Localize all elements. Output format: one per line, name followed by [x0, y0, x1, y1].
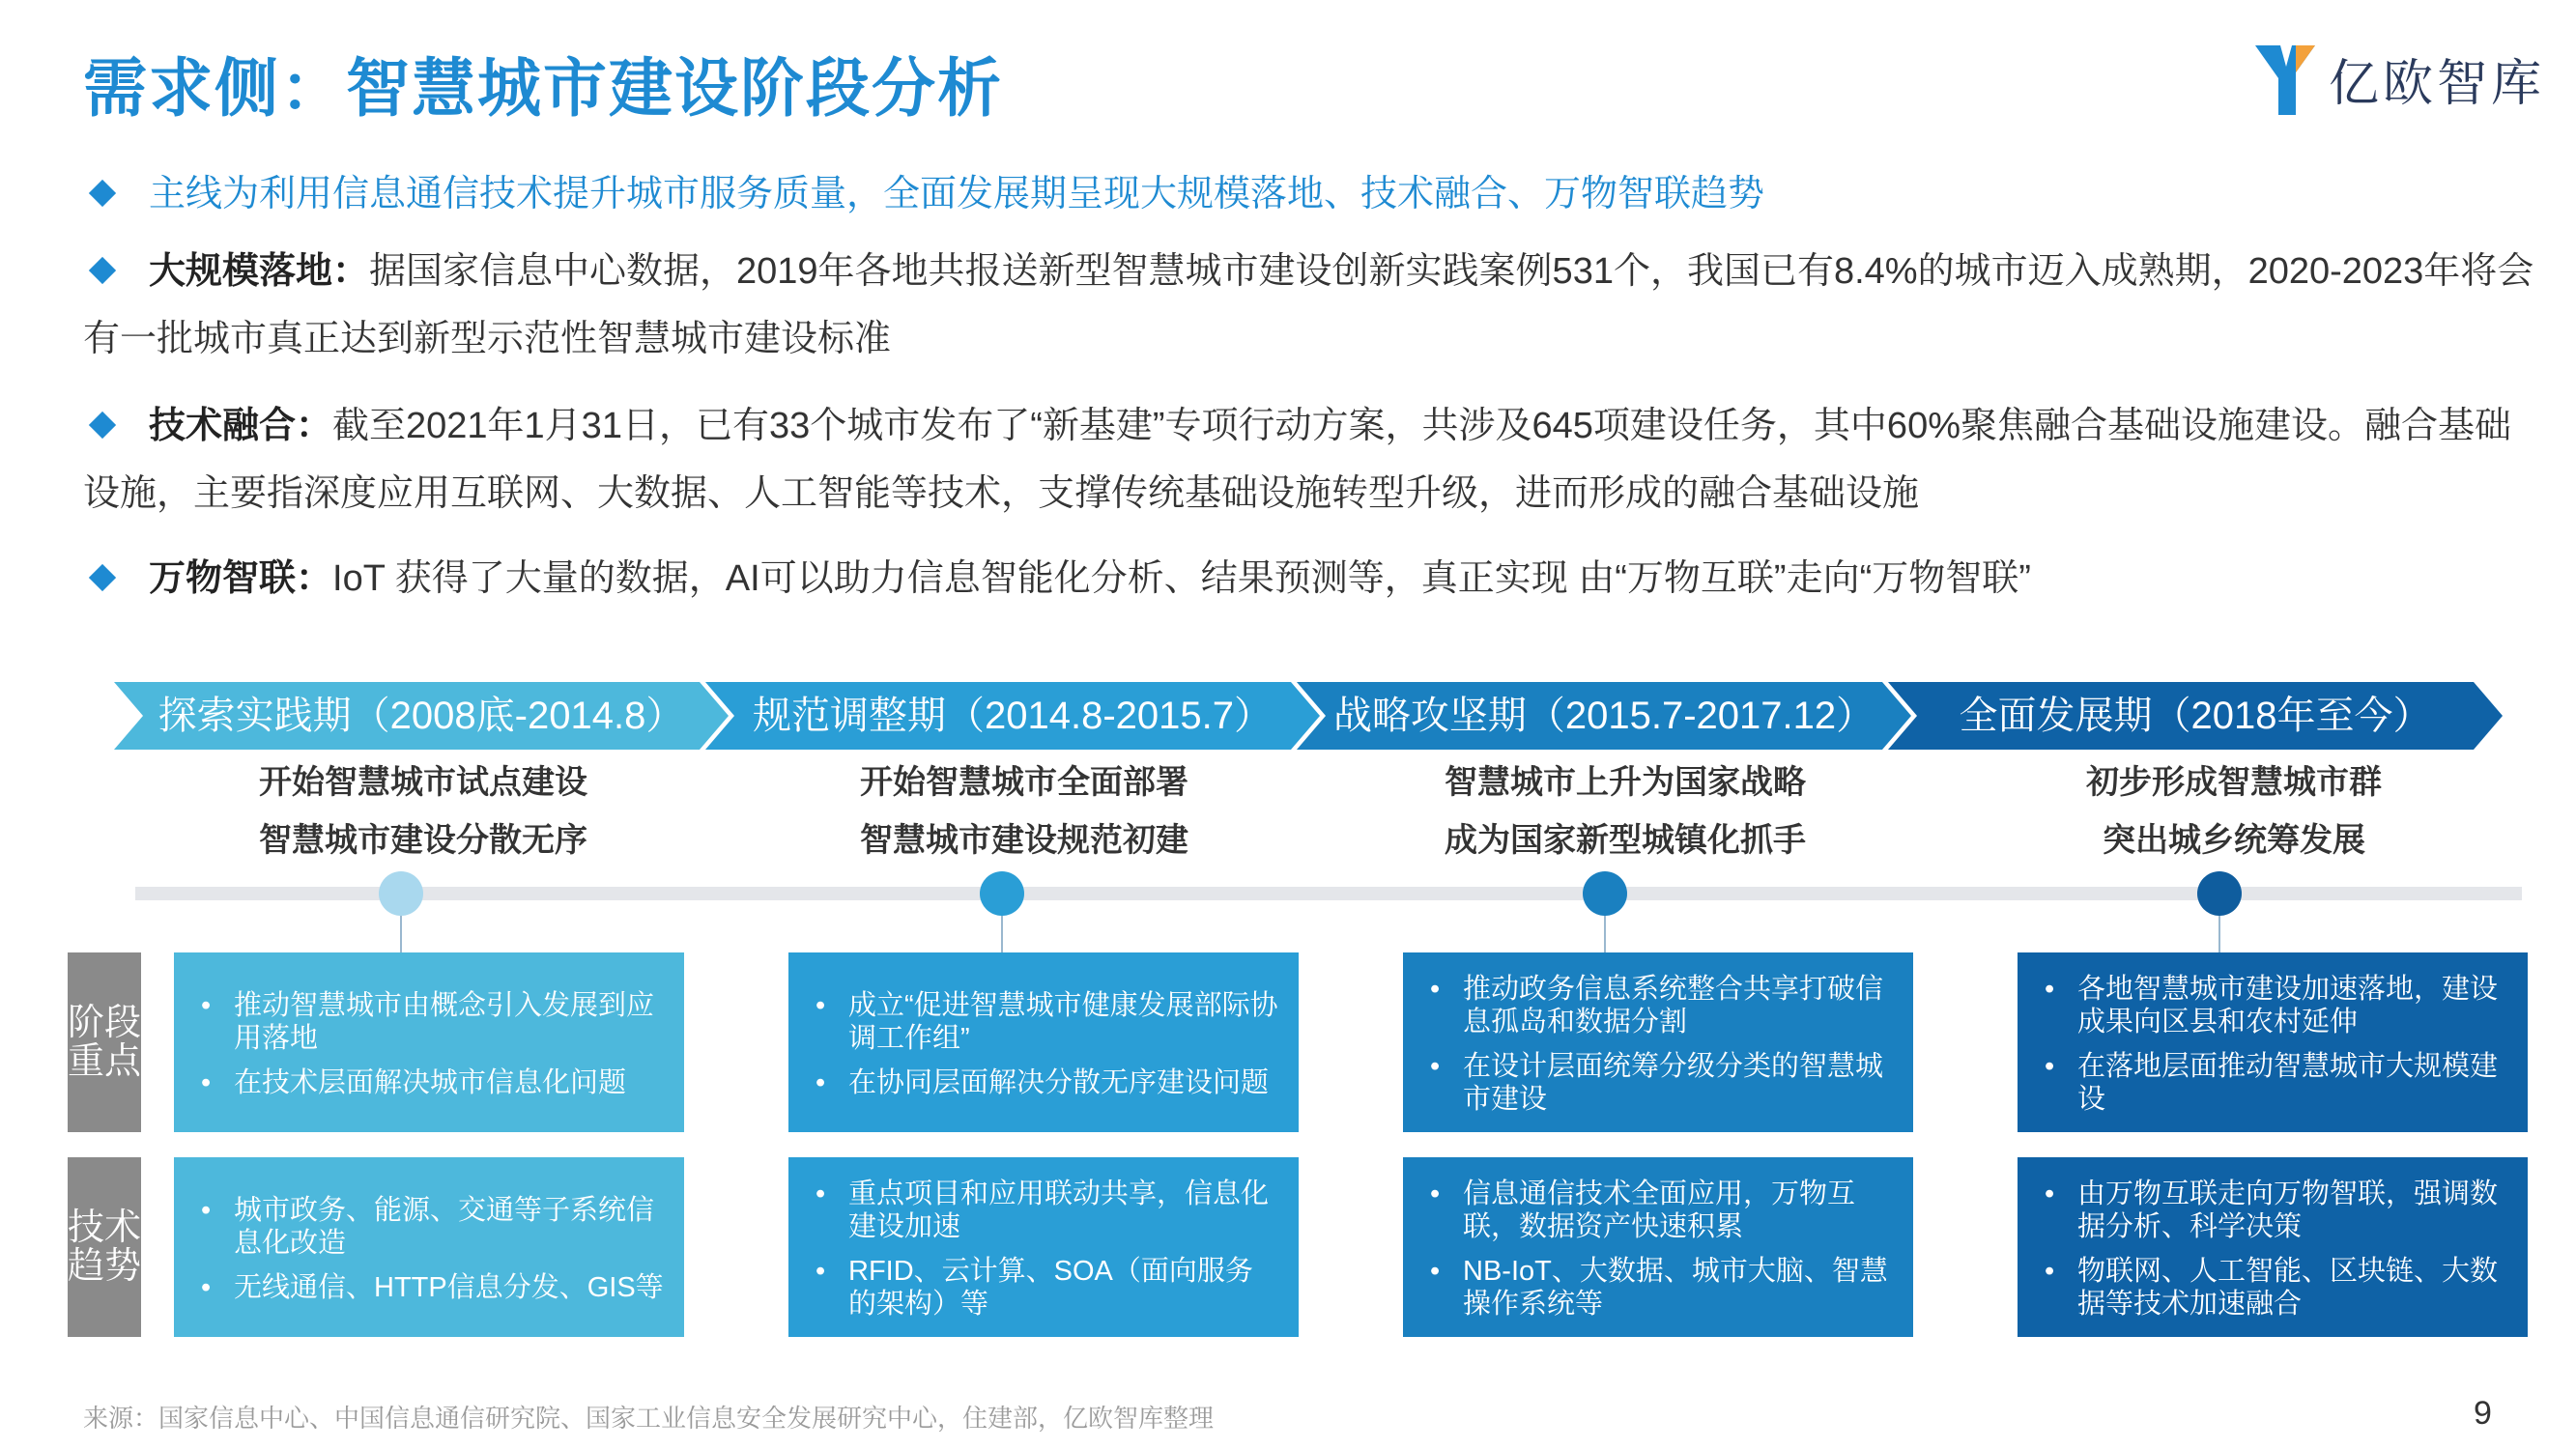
focus-card-4	[2018, 952, 2528, 1132]
phase-label-1: 探索实践期（2008底-2014.8）	[157, 695, 685, 737]
tech-card-4	[2018, 1157, 2528, 1337]
focus-card-2	[788, 952, 1299, 1132]
phase-label-3: 战略攻坚期（2015.7-2017.12）	[1332, 695, 1875, 737]
list-item: • 城市政务、能源、交通等子系统信息化改造	[197, 1194, 665, 1260]
node-stem	[400, 916, 402, 952]
timeline-axis	[135, 887, 2522, 900]
list-item: • 在协同层面解决分散无序建设问题	[812, 1066, 1279, 1099]
timeline-node-1	[379, 871, 423, 916]
diamond-bullet-icon	[89, 564, 116, 591]
node-stem	[1604, 916, 1606, 952]
list-item: • 各地智慧城市建设加速落地，建设成果向区县和农村延伸	[2041, 973, 2508, 1038]
list-item: • 重点项目和应用联动共享，信息化建设加速	[812, 1178, 1279, 1243]
diamond-bullet-icon	[89, 412, 116, 439]
bullet-iot-text: IoT 获得了大量的数据，AI可以助力信息智能化分析、结果预测等，真正实现 由“万物互联”走向“万物智联”	[332, 558, 2031, 599]
list-item: • 无线通信、HTTP信息分发、GIS等	[197, 1271, 665, 1304]
list-item: • 成立“促进智慧城市健康发展部际协调工作组”	[812, 989, 1279, 1055]
phase-4-subtitle-2: 突出城乡统筹发展	[2103, 822, 2365, 859]
phase-2-subtitle-1: 开始智慧城市全面部署	[860, 764, 1188, 801]
node-stem	[2218, 916, 2220, 952]
list-item: • 推动智慧城市由概念引入发展到应用落地	[197, 989, 665, 1055]
phase-4-subtitle-1: 初步形成智慧城市群	[2086, 764, 2382, 801]
bullet-main-text: 主线为利用信息通信技术提升城市服务质量，全面发展期呈现大规模落地、技术融合、万物智联趋势	[149, 174, 1765, 214]
bullet-tech-fusion-head: 技术融合：	[149, 406, 333, 446]
node-stem	[1001, 916, 1003, 952]
phase-label-2: 规范调整期（2014.8-2015.7）	[752, 695, 1273, 737]
tech-card-1	[174, 1157, 684, 1337]
diamond-bullet-icon	[89, 180, 116, 207]
tech-card-2	[788, 1157, 1299, 1337]
page-number: 9	[2474, 1395, 2492, 1432]
list-item: • 推动政务信息系统整合共享打破信息孤岛和数据分割	[1426, 973, 1894, 1038]
diamond-bullet-icon	[89, 257, 116, 284]
bullet-main	[83, 160, 2537, 228]
timeline-node-2	[980, 871, 1024, 916]
list-item: • 信息通信技术全面应用，万物互联，数据资产快速积累	[1426, 1178, 1894, 1243]
source-note: 来源：国家信息中心、中国信息通信研究院、国家工业信息安全发展研究中心，住建部，亿欧智库整理	[83, 1404, 1215, 1433]
phase-1-subtitle-2: 智慧城市建设分散无序	[259, 822, 587, 859]
list-item: • NB-IoT、大数据、城市大脑、智慧操作系统等	[1426, 1255, 1894, 1321]
page-title: 需求侧：智慧城市建设阶段分析	[83, 52, 1003, 124]
phase-2-subtitle-2: 智慧城市建设规范初建	[860, 822, 1188, 859]
list-item: • 物联网、人工智能、区块链、大数据等技术加速融合	[2041, 1255, 2508, 1321]
phase-1-subtitle-1: 开始智慧城市试点建设	[259, 764, 587, 801]
phase-3-subtitle-1: 智慧城市上升为国家战略	[1445, 764, 1806, 801]
row-label-tech: 技术趋势	[68, 1157, 141, 1337]
row-label-focus: 阶段重点	[68, 952, 141, 1132]
phase-3-subtitle-2: 成为国家新型城镇化抓手	[1445, 822, 1806, 859]
yiou-logo	[2251, 35, 2545, 122]
timeline-node-4	[2197, 871, 2242, 916]
bullet-tech-fusion	[83, 392, 2537, 527]
focus-card-1	[174, 952, 684, 1132]
phase-arrow-1	[114, 682, 729, 750]
phase-arrow-2	[705, 682, 1320, 750]
bullet-scale-head: 大规模落地：	[149, 251, 370, 292]
bullet-iot-head: 万物智联：	[149, 558, 333, 599]
bullet-tech-fusion-text: 截至2021年1月31日，已有33个城市发布了“新基建”专项行动方案，共涉及645项建设任务，其中60%聚焦融合基础设施建设。融合基础设施，主要指深度应用互联网、大数据、人工智能等技术，支撑传统基础设施转型升级，进而形成的融合基础设施	[83, 406, 2511, 514]
phase-arrow-4	[1888, 682, 2503, 750]
list-item: • 在设计层面统筹分级分类的智慧城市建设	[1426, 1050, 1894, 1116]
list-item: • 由万物互联走向万物智联，强调数据分析、科学决策	[2041, 1178, 2508, 1243]
phase-arrow-3	[1297, 682, 1911, 750]
tech-card-3	[1403, 1157, 1913, 1337]
logo-text: 亿欧智库	[2329, 55, 2546, 112]
focus-card-3	[1403, 952, 1913, 1132]
logo-mark-icon	[2251, 40, 2319, 117]
list-item: • RFID、云计算、SOA（面向服务的架构）等	[812, 1255, 1279, 1321]
bullet-scale-text: 据国家信息中心数据，2019年各地共报送新型智慧城市建设创新实践案例531个，我国已有8.4%的城市迈入成熟期，2020-2023年将会有一批城市真正达到新型示范性智慧城市建设标准	[83, 251, 2534, 359]
list-item: • 在落地层面推动智慧城市大规模建设	[2041, 1050, 2508, 1116]
timeline-node-3	[1583, 871, 1627, 916]
phase-label-4: 全面发展期（2018年至今）	[1959, 695, 2432, 737]
phase-timeline	[114, 682, 2524, 750]
bullet-iot	[83, 545, 2537, 612]
list-item: • 在技术层面解决城市信息化问题	[197, 1066, 665, 1099]
bullet-scale	[83, 238, 2537, 373]
